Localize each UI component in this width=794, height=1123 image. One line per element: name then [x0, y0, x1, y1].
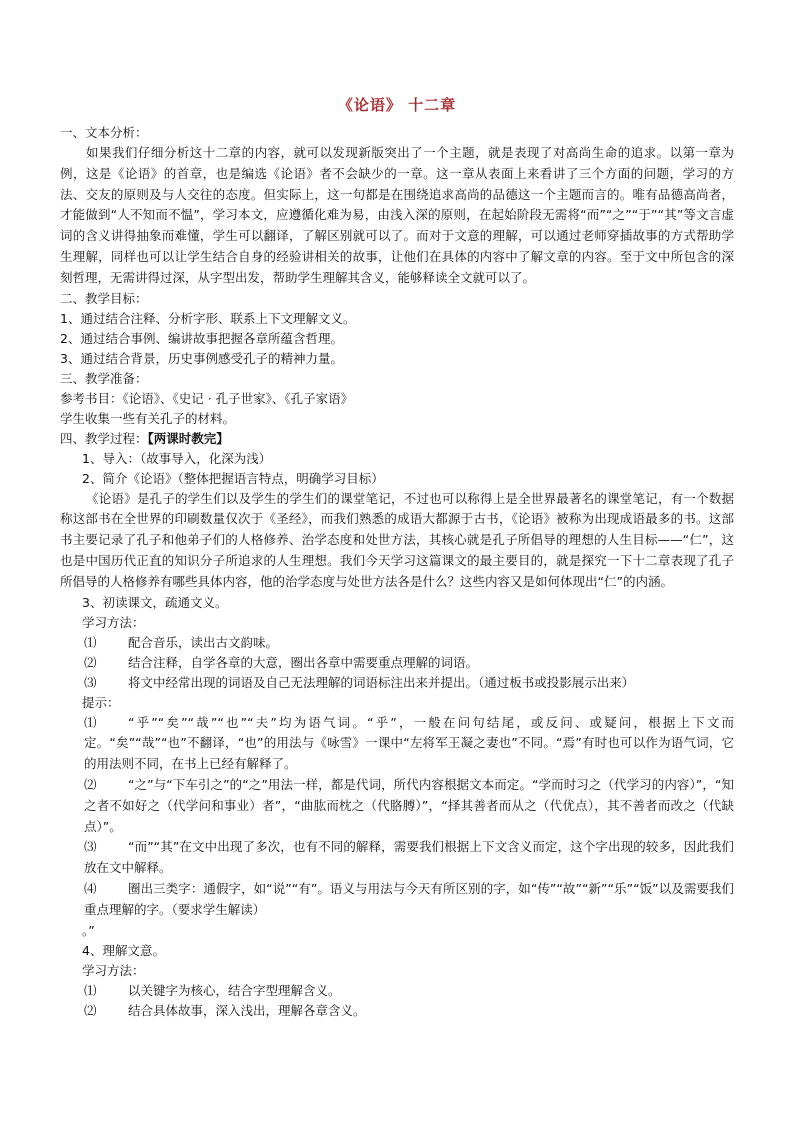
method-item: [60, 1001, 734, 1021]
hint-item: [60, 837, 734, 879]
step-first-reading: 3、初读课文，疏通文义。: [82, 594, 228, 610]
item-text: “而”“其”在文中出现了多次，也有不同的解释，需要我们根据上下文含义而定，这个字出现的较多，因此我们放在文中解释。: [84, 839, 734, 876]
method-item: [60, 981, 734, 1001]
item-text: 配合音乐，读出古文韵味。: [128, 634, 279, 650]
item-number: ⑴: [84, 982, 97, 998]
page-title: 《论语》 十二章: [337, 96, 457, 114]
section-heading-goals: 二、教学目标：: [60, 290, 148, 306]
reference-books: 参考书目：《论语》、《史记 · 孔子世家》、《孔子家语》: [60, 390, 354, 406]
section-heading-process: [60, 429, 734, 449]
item-number: ⑴: [84, 714, 97, 730]
item-text: 将文中经常出现的词语及自己无法理解的词语标注出来并提出。（通过板书或投影展示出来）: [128, 674, 635, 690]
goal-item: 3、通过结合背景，历史事例感受孔子的精神力量。: [60, 350, 343, 366]
goal-item: 1、通过结合注释、分析字形、联系上下文理解文义。: [60, 310, 356, 326]
method-item: [60, 633, 734, 653]
hint-item: [60, 879, 734, 921]
item-text: “之”与“下车引之”的“之”用法一样，都是代词，所代内容根据文本而定。“学而时习之（代学习的内容）”，“知之者不如好之（代学问和事业）者”，“曲肱而枕之（代胳膊）”，“择其善者而从之（代优点），其不善者而改之（代缺点）”。: [84, 776, 734, 834]
item-number: ⑴: [84, 634, 97, 650]
item-number: ⑷: [84, 880, 97, 896]
lunyu-intro-paragraph: 《论语》是孔子的学生们以及学生的学生们的课堂笔记，不过也可以称得上是全世界最著名的课堂笔记，有一个数据称这部书在全世界的印刷数量仅次于《圣经》，而我们熟悉的成语大都源于古书，《论语》被称为出现成语最多的书。这部书主要记录了孔子和他弟子们的人格修养、治学态度和处世方法，其核心就是孔子所倡导的理想的人生目标——“仁”，这也是中国历代正直的知识分子所追求的人生理想。我们今天学习这篇课文的最主要目的，就是探究一下十二章表现了孔子所倡导的人格修养有哪些具体内容，他的治学态度与处世方法各是什么？这些内容又是如何体现出“仁”的内涵。: [60, 490, 734, 589]
item-text: 圈出三类字：通假字，如“说”“有”。语义与用法与今天有所区别的字，如“传”“故”“新”“乐”“饭”以及需要我们重点理解的字。（要求学生解读）: [84, 880, 734, 917]
analysis-paragraph: 如果我们仔细分析这十二章的内容，就可以发现新版突出了一个主题，就是表现了对高尚生命的追求。以第一章为例，这是《论语》的首章，也是编选《论语》者不会缺少的一章。这一章从表面上来看讲了三个方面的问题，学习的方法、交友的原则及与人交往的态度。但实际上，这一句都是在围绕追求高尚的品德这一个主题而言的。唯有品德高尚者，才能做到“人不知而不愠”，学习本文，应遵循化难为易，由浅入深的原则，在起始阶段无需将“而”“之”“于”“其”等文言虚词的含义讲得抽象而难懂，学生可以翻译，了解区别就可以了。而对于文意的理解，可以通过老师穿插故事的方式帮助学生理解，同样也可以让学生结合自身的经验讲相关的故事，让他们在具体的内容中了解文章的内容。至于文中所包含的深刻哲理，无需讲得过深，从字型出发，帮助学生理解其含义，能够释读全文就可以了。: [60, 145, 734, 285]
goal-item: 2、通过结合事例、编讲故事把握各章所蕴含哲理。: [60, 330, 343, 346]
item-number: ⑵: [84, 776, 97, 792]
hint-item: [60, 775, 734, 837]
item-number: ⑶: [84, 674, 97, 690]
step-introduce-lunyu: 2、简介《论语》（整体把握语言特点，明确学习目标）: [82, 470, 384, 486]
item-text: 结合注释，自学各章的大意，圈出各章中需要重点理解的词语。: [128, 654, 479, 670]
step-intro: 1、导入：（故事导入，化深为浅）: [82, 450, 272, 466]
process-heading-text: 四、教学过程：: [60, 430, 148, 446]
hint-item: [60, 713, 734, 775]
section-heading-analysis: 一、文本分析：: [60, 125, 148, 140]
stray-quote: 。”: [82, 922, 95, 938]
process-heading-duration: 【两课时教完】: [147, 430, 229, 446]
method-item: [60, 653, 734, 673]
step-understand-meaning: 4、理解文意。: [82, 942, 165, 958]
method-label: 学习方法：: [82, 614, 145, 630]
item-text: 以关键字为核心，结合字型理解含义。: [128, 982, 341, 998]
hint-label: 提示：: [82, 694, 120, 710]
method-item: [60, 673, 734, 693]
method-label: 学习方法：: [82, 962, 145, 978]
item-number: ⑵: [84, 1002, 97, 1018]
section-heading-preparation: 三、教学准备：: [60, 370, 148, 386]
item-text: “乎”“矣”“哉”“也”“夫”均为语气词。“乎”，一般在问句结尾，或反问、或疑问，根据上下文而定。“矣”“哉”“也”不翻译，“也”的用法与《咏雪》一课中“左将军王凝之妻也”不同。“焉”有时也可以作为语气词，它的用法则不同，在书上已经有解释了。: [84, 714, 734, 772]
item-text: 结合具体故事，深入浅出，理解各章含义。: [128, 1002, 366, 1018]
student-preparation: 学生收集一些有关孔子的材料。: [60, 410, 236, 426]
item-number: ⑵: [84, 654, 97, 670]
item-number: ⑶: [84, 839, 97, 855]
